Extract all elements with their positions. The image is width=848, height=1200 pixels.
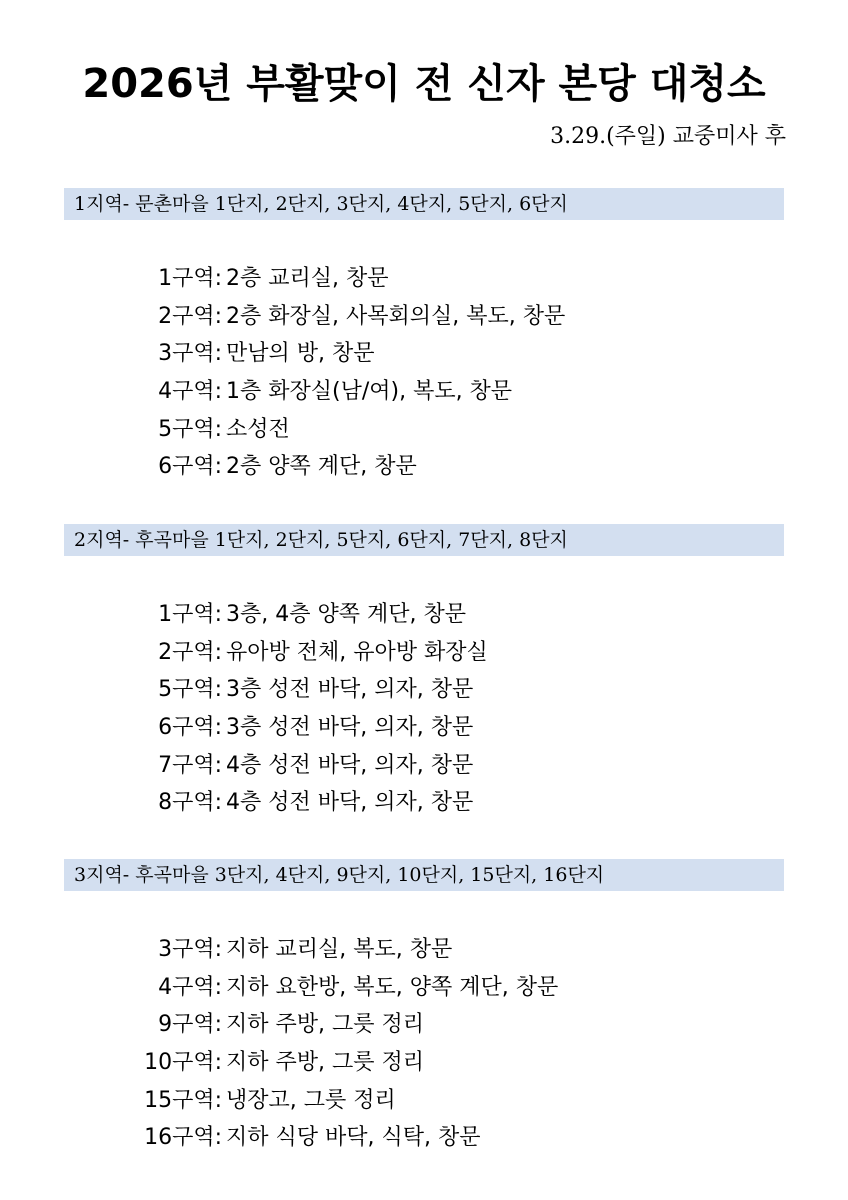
zone-description: 3층 성전 바닥, 의자, 창문 (226, 715, 474, 741)
zone-description: 지하 교리실, 복도, 창문 (226, 937, 453, 963)
zone-row (64, 446, 784, 484)
zone-description: 지하 식당 바닥, 식탁, 창문 (226, 1125, 481, 1151)
page-title: 2026년 부활맞이 전 신자 본당 대청소 (82, 61, 766, 107)
zone-row (64, 1117, 784, 1155)
zone-description: 2층 양쪽 계단, 창문 (226, 454, 417, 480)
zone-row (64, 744, 784, 782)
zone-description: 2층 교리실, 창문 (226, 266, 389, 292)
zone-row (64, 1042, 784, 1080)
zone-label: 2구역: (158, 639, 222, 665)
zone-label: 1구역: (158, 602, 222, 628)
zone-label: 3구역: (158, 937, 222, 963)
zone-row (64, 1079, 784, 1117)
zone-row (64, 296, 784, 334)
zone-description: 3층, 4층 양쪽 계단, 창문 (226, 602, 466, 628)
zone-label: 5구역: (158, 677, 222, 703)
zone-description: 유아방 전체, 유아방 화장실 (226, 639, 488, 665)
zone-row (64, 967, 784, 1005)
region-items (64, 929, 784, 1155)
zone-label: 10구역: (144, 1050, 222, 1076)
zone-row (64, 632, 784, 670)
zone-row (64, 707, 784, 745)
zone-row (64, 669, 784, 707)
zone-description: 1층 화장실(남/여), 복도, 창문 (226, 379, 513, 405)
zone-description: 냉장고, 그릇 정리 (226, 1087, 396, 1113)
zone-row (64, 333, 784, 371)
zone-label: 15구역: (144, 1087, 222, 1113)
region-items (64, 594, 784, 820)
zone-row (64, 408, 784, 446)
region-2 (64, 524, 784, 820)
region-header: 2지역- 후곡마을 1단지, 2단지, 5단지, 6단지, 7단지, 8단지 (64, 524, 784, 556)
zone-label: 1구역: (158, 266, 222, 292)
region-header: 3지역- 후곡마을 3단지, 4단지, 9단지, 10단지, 15단지, 16단지 (64, 859, 784, 891)
zone-label: 5구역: (158, 416, 222, 442)
zone-row (64, 594, 784, 632)
zone-row (64, 371, 784, 409)
zone-label: 16구역: (144, 1125, 222, 1151)
zone-description: 4층 성전 바닥, 의자, 창문 (226, 790, 474, 816)
zone-label: 9구역: (158, 1012, 222, 1038)
region-1 (64, 188, 784, 484)
region-items (64, 258, 784, 484)
zone-label: 4구역: (158, 974, 222, 1000)
zone-label: 3구역: (158, 341, 222, 367)
zone-description: 지하 요한방, 복도, 양쪽 계단, 창문 (226, 974, 559, 1000)
zone-row (64, 782, 784, 820)
zone-row (64, 1004, 784, 1042)
zone-label: 8구역: (158, 790, 222, 816)
zone-description: 소성전 (226, 416, 290, 442)
zone-row (64, 929, 784, 967)
zone-label: 4구역: (158, 379, 222, 405)
zone-label: 7구역: (158, 752, 222, 778)
region-header: 1지역- 문촌마을 1단지, 2단지, 3단지, 4단지, 5단지, 6단지 (64, 188, 784, 220)
zone-label: 6구역: (158, 715, 222, 741)
zone-row (64, 258, 784, 296)
zone-description: 지하 주방, 그릇 정리 (226, 1050, 424, 1076)
zone-description: 2층 화장실, 사목회의실, 복도, 창문 (226, 303, 566, 329)
page-subtitle: 3.29.(주일) 교중미사 후 (550, 124, 786, 149)
zone-label: 6구역: (158, 454, 222, 480)
zone-label: 2구역: (158, 303, 222, 329)
zone-description: 3층 성전 바닥, 의자, 창문 (226, 677, 474, 703)
region-3 (64, 859, 784, 1155)
zone-description: 4층 성전 바닥, 의자, 창문 (226, 752, 474, 778)
zone-description: 만남의 방, 창문 (226, 341, 375, 367)
zone-description: 지하 주방, 그릇 정리 (226, 1012, 424, 1038)
